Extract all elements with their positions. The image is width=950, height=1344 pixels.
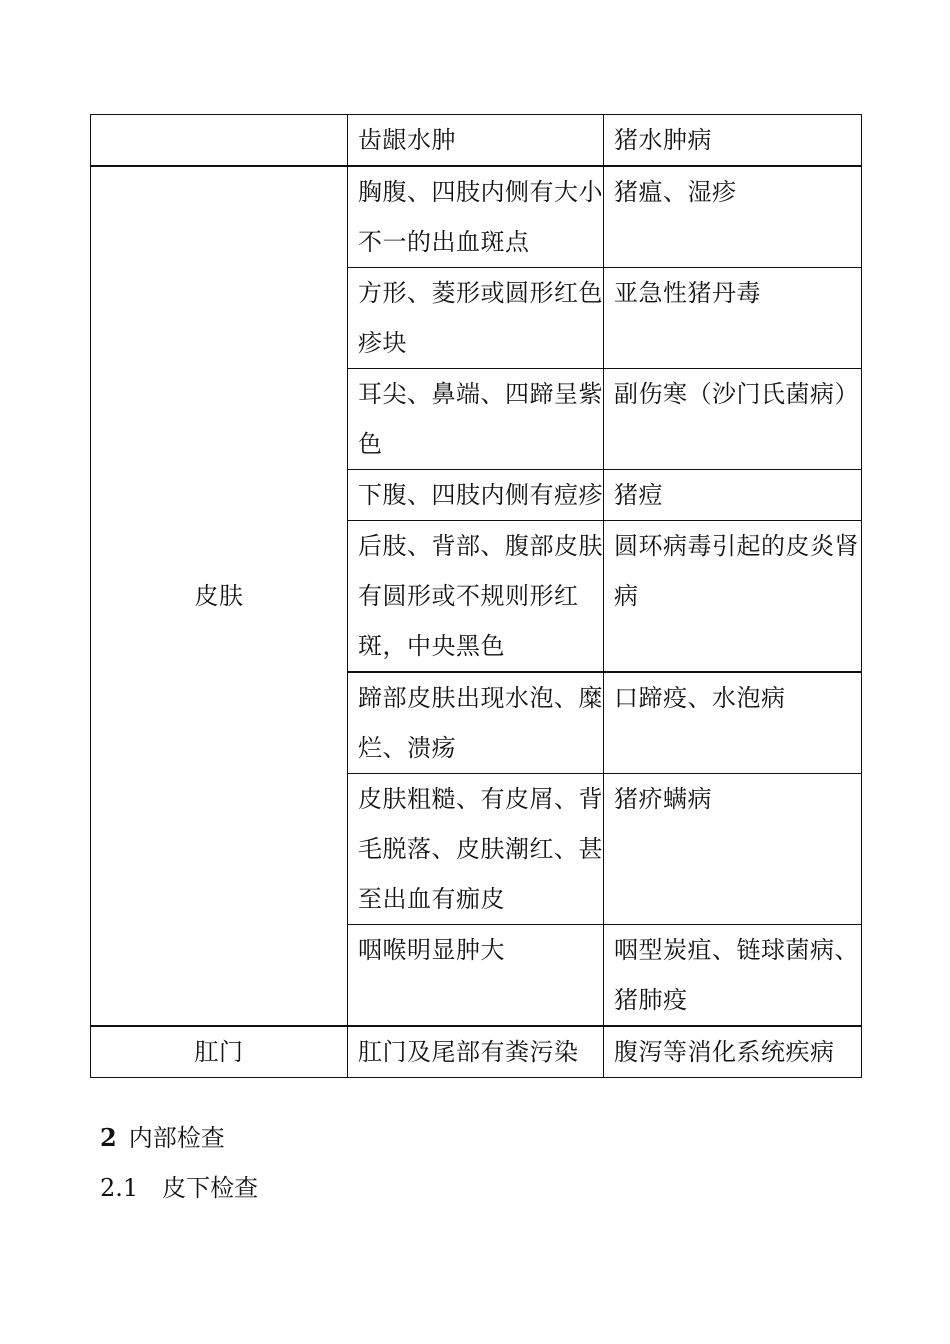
table-cell-disease: 猪水肿病 (604, 115, 862, 167)
table-cell-sign: 后肢、背部、腹部皮肤有圆形或不规则形红斑，中央黑色 (348, 521, 604, 673)
table-cell-disease: 猪疥螨病 (604, 774, 862, 925)
table-cell-disease: 咽型炭疽、链球菌病、猪肺疫 (604, 925, 862, 1027)
table-cell-disease: 圆环病毒引起的皮炎肾病 (604, 521, 862, 673)
table-cell-disease: 亚急性猪丹毒 (604, 268, 862, 369)
table-cell-sign: 方形、菱形或圆形红色疹块 (348, 268, 604, 369)
table-cell-disease: 腹泻等消化系统疾病 (604, 1026, 862, 1078)
section-heading (100, 1122, 225, 1154)
subsection-heading (100, 1172, 258, 1204)
table-cell-sign: 咽喉明显肿大 (348, 925, 604, 1027)
diagnosis-table (90, 114, 862, 1078)
table-cell-region-anus: 肛门 (91, 1026, 348, 1078)
table-row (91, 166, 862, 268)
table-cell-sign: 下腹、四肢内侧有痘疹 (348, 470, 604, 521)
table-cell-sign: 蹄部皮肤出现水泡、糜烂、溃疡 (348, 672, 604, 774)
table-cell-disease: 猪瘟、湿疹 (604, 166, 862, 268)
table-cell-region-skin: 皮肤 (91, 166, 348, 1026)
table-row (91, 1026, 862, 1078)
table-cell-disease: 副伤寒（沙门氏菌病） (604, 369, 862, 470)
table-cell-disease: 口蹄疫、水泡病 (604, 672, 862, 774)
table-row (91, 115, 862, 167)
table-cell-disease: 猪痘 (604, 470, 862, 521)
section-title: 内部检查 (128, 1124, 225, 1152)
table-cell-sign: 胸腹、四肢内侧有大小不一的出血斑点 (348, 166, 604, 268)
subsection-number: 2.1 (100, 1174, 139, 1202)
section-number: 2 (100, 1123, 117, 1152)
table-cell-sign: 齿龈水肿 (348, 115, 604, 167)
table-cell-sign: 耳尖、鼻端、四蹄呈紫色 (348, 369, 604, 470)
table-cell-empty (91, 115, 348, 167)
table-cell-sign: 皮肤粗糙、有皮屑、背毛脱落、皮肤潮红、甚至出血有痂皮 (348, 774, 604, 925)
subsection-title: 皮下检查 (162, 1174, 259, 1202)
table-cell-sign: 肛门及尾部有粪污染 (348, 1026, 604, 1078)
